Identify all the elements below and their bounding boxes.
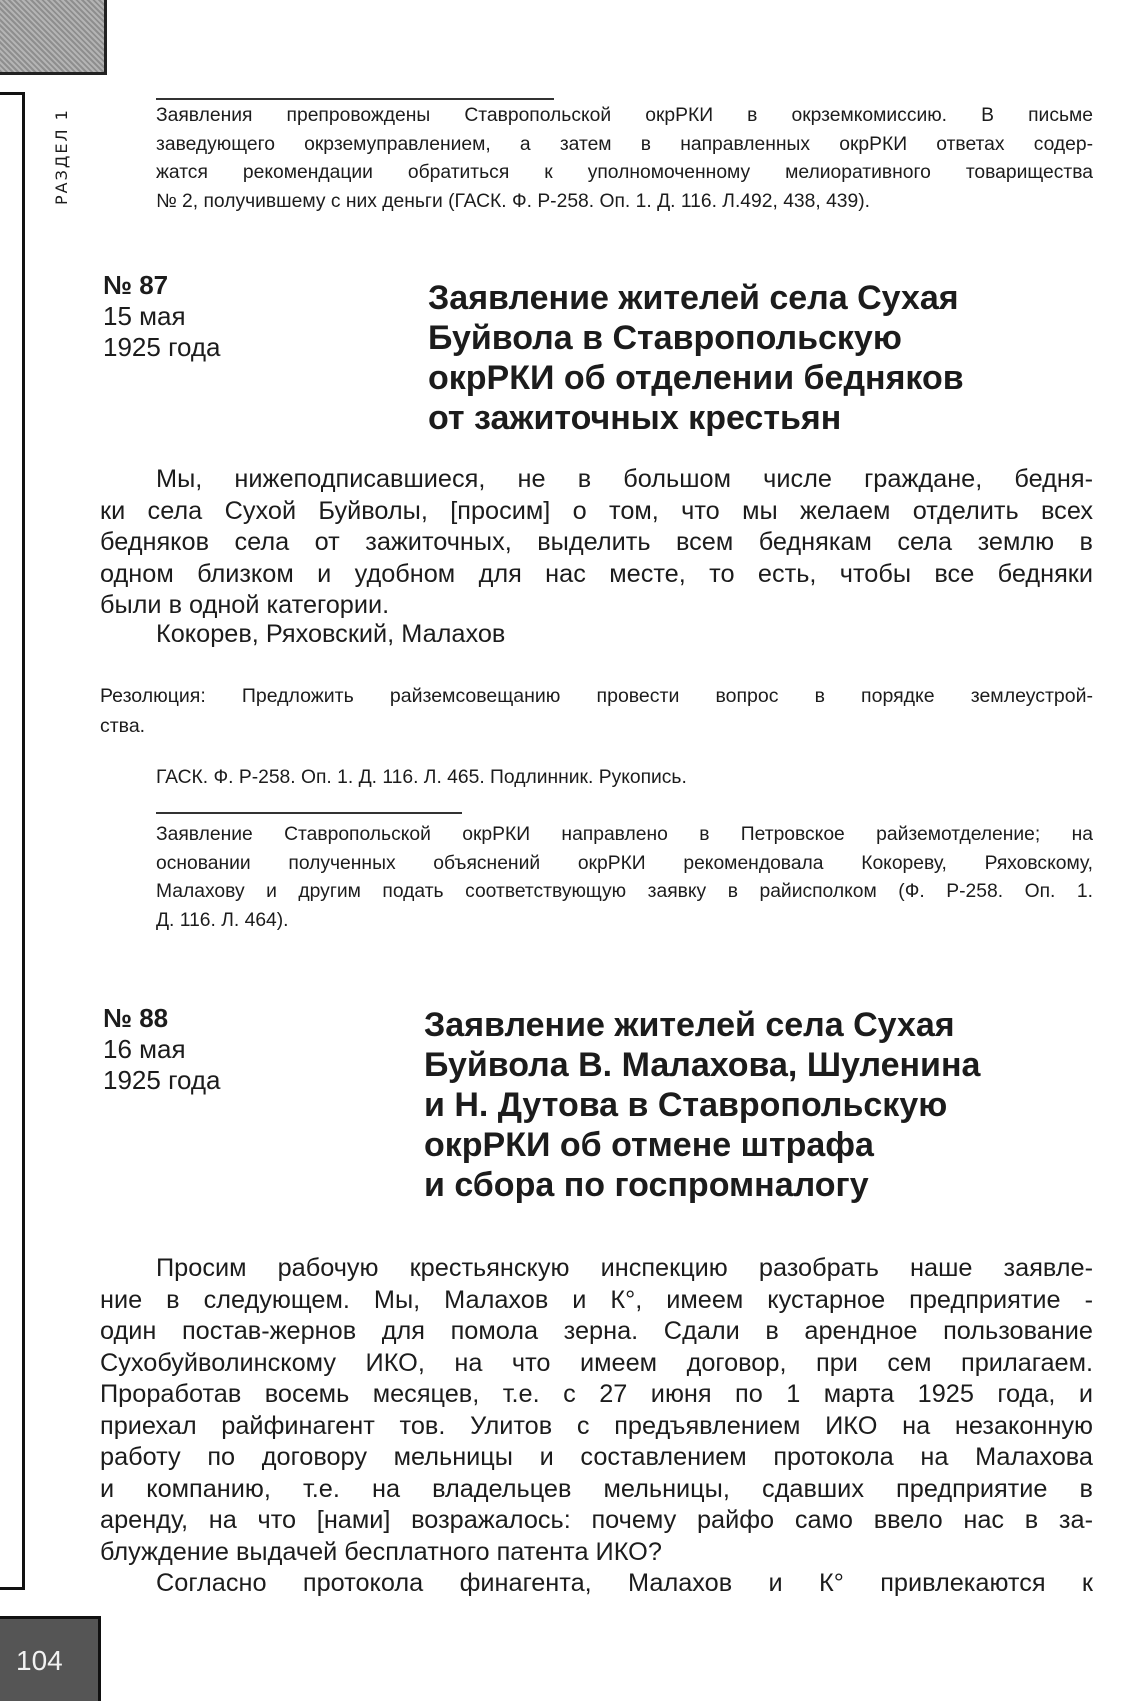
title-line: и Н. Дутова в Ставропольскую [424,1086,948,1124]
footnote-line: жатся рекомендации обратиться к уполномоченному мелиоративного товарищества [156,162,1093,184]
body-line: Мы, нижеподписавшиеся, не в большом числе граждане, бедня- [156,465,1093,493]
body-line: бедняков села от зажиточных, выделить всем беднякам села землю в [100,528,1093,556]
body-line: блуждение выдачей бесплатного патента ИКО? [100,1537,662,1566]
body-line: работу по договору мельницы и составлением протокола на Малахова [100,1443,1093,1471]
doc-87-resolution [100,681,1093,741]
footnote-line: № 2, получившему с них деньги (ГАСК. Ф. Р-258. Оп. 1. Д. 116. Л.492, 438, 439). [156,191,871,213]
doc-88-title [424,1005,1074,1205]
title-line: и сбора по госпромналогу [424,1166,869,1204]
footnote-line: Малахову и другим подать соответствующую заявку в райисполком (Ф. Р-258. Оп. 1. [156,881,1093,903]
body-line: приехал райфинагент тов. Улитов с предъявлением ИКО на незаконную [100,1411,1093,1440]
footnote-line: Заявление Ставропольской окрРКИ направлено в Петровское райземотделение; на [156,824,1093,845]
footnote-rule [156,812,462,814]
doc-87-number: № 87 [103,270,169,300]
footnote-line: основании полученных объяснений окрРКИ рекомендовала Кокореву, Ряховскому, [156,852,1093,874]
doc-87-source: ГАСК. Ф. Р-258. Оп. 1. Д. 116. Л. 465. Подлинник. Рукопись. [156,767,687,788]
doc-87-title [428,278,1078,438]
doc-88-body [100,1253,1093,1600]
title-line: Буйвола в Ставропольскую [428,319,902,357]
doc-88-number: № 88 [103,1003,169,1033]
footnote-rule [156,98,554,100]
footnote-line: заведующего окрземуправлением, а затем в направленных окрРКИ ответах содер- [156,133,1093,155]
doc-87-signatures: Кокорев, Ряховский, Малахов [156,620,506,648]
title-line: от зажиточных крестьян [428,399,842,437]
body-line: Сухобуйволинскому ИКО, на что имеем договор, при сем прилагаем. [100,1348,1093,1377]
body-line: ние в следующем. Мы, Малахов и К°, имеем кустарное предприятие - [100,1285,1093,1314]
title-line: Заявление жителей села Сухая [424,1006,955,1044]
body-line: один постав-жернов для помола зерна. Сдали в арендное пользование [100,1317,1093,1345]
resolution-line: Резолюция: Предложить райземсовещанию провести вопрос в порядке землеустрой- [100,685,1093,707]
title-line: окрРКИ об отделении бедняков [428,359,964,397]
corner-tab [0,0,107,75]
doc-87-meta [103,270,221,363]
body-line: ки села Сухой Буйволы, [просим] о том, что мы желаем отделить всех [100,496,1093,525]
doc-87-footnote [156,821,1093,936]
title-line: Буйвола В. Малахова, Шуленина [424,1046,981,1084]
body-line: аренду, на что [нами] возражалось: почему райфо само ввело нас в за- [100,1506,1093,1534]
resolution-line: ства. [100,715,146,737]
page-number-tab [0,1616,101,1701]
doc-87-year: 1925 года [103,332,221,362]
body-line: и компанию, т.е. на владельцев мельницы, сдавших предприятие в [100,1474,1093,1503]
title-line: Заявление жителей села Сухая [428,279,959,317]
footnote-line: Заявления препровождены Ставропольской окрРКИ в окрземкомиссию. В письме [156,105,1093,126]
side-frame [0,92,25,1590]
body-line: Проработав восемь месяцев, т.е. с 27 июня по 1 марта 1925 года, и [100,1380,1093,1408]
footnote-line: Д. 116. Л. 464). [156,910,289,932]
page-number: 104 [16,1645,63,1676]
doc-87-body [100,464,1093,622]
title-line: окрРКИ об отмене штрафа [424,1126,874,1164]
doc-88-year: 1925 года [103,1065,221,1095]
doc-88-date: 16 мая [103,1034,186,1064]
doc-87-date: 15 мая [103,301,186,331]
body-line: Согласно протокола финагента, Малахов и К° привлекаются к [156,1569,1093,1597]
doc-88-meta [103,1003,221,1096]
body-line: были в одной категории. [100,591,390,619]
body-line: Просим рабочую крестьянскую инспекцию разобрать наше заявле- [156,1254,1093,1282]
footnote-top [156,102,1093,217]
section-label: РАЗДЕЛ 1 [52,108,71,205]
body-line: одном близком и удобном для нас месте, то есть, чтобы все бедняки [100,559,1093,588]
